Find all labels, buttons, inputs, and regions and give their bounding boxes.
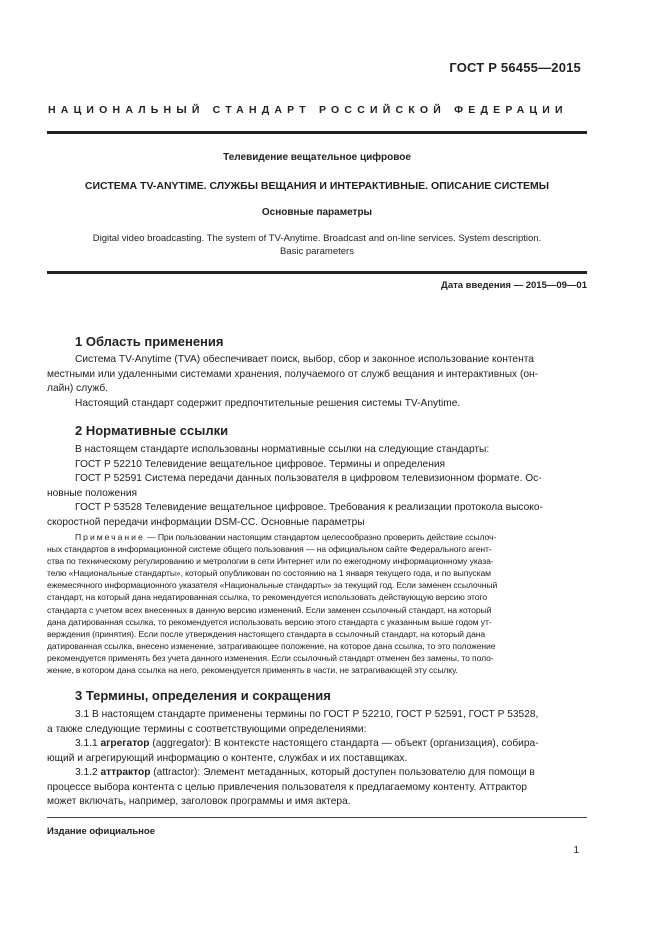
header-rule bbox=[47, 131, 587, 134]
term-3-1-1-line2: ющий и агрегирующий информацию о контенте, службах и их поставщиках. bbox=[47, 752, 408, 764]
title-main: СИСТЕМА TV-ANYTIME. СЛУЖБЫ ВЕЩАНИЯ И ИНТЕРАКТИВНЫЕ. ОПИСАНИЕ СИСТЕМЫ bbox=[84, 180, 550, 192]
note-line-5: ежемесячного информационного указателя «Национальные стандарты» за текущий год. Если заменен ссылочный bbox=[47, 580, 498, 591]
note-line-6: стандарт, на который дана недатированная ссылка, то рекомендуется использовать действующую версию этого bbox=[47, 592, 487, 603]
note-label: Примечание bbox=[75, 532, 145, 542]
national-standard-title: НАЦИОНАЛЬНЫЙ СТАНДАРТ РОССИЙСКОЙ ФЕДЕРАЦИИ bbox=[48, 104, 568, 116]
note-line-4: телю «Национальные стандарты», который опубликован по состоянию на 1 января текущего года, и по выпускам bbox=[47, 568, 491, 579]
note-line-12: жение, в котором дана ссылка на него, рекомендуется применять в части, не затрагивающей эту ссылку. bbox=[47, 665, 458, 676]
document-number: ГОСТ Р 56455—2015 bbox=[449, 60, 581, 75]
term-3-1-1-number: 3.1.1 bbox=[75, 738, 101, 749]
section-3-1-line2: а также следующие термины с соответствующими определениями: bbox=[47, 723, 367, 735]
section-2-note bbox=[47, 531, 580, 676]
section-2-heading: 2 Нормативные ссылки bbox=[75, 423, 229, 438]
note-line-11: рекомендуется применять без учета данного изменения. Если ссылочный стандарт отменен без замены, то поло- bbox=[47, 652, 494, 663]
note-line-1: — При пользовании настоящим стандартом целесообразно проверить действие ссылоч- bbox=[144, 532, 497, 542]
section-1-p1-line1: Система TV-Anytime (TVA) обеспечивает поиск, выбор, сбор и законное использование контента bbox=[75, 354, 534, 365]
section-3-body bbox=[47, 708, 580, 810]
reference-3-line2: скоростной передачи информации DSM-CC. Основные параметры bbox=[47, 516, 365, 528]
title-category: Телевидение вещательное цифровое bbox=[223, 152, 411, 163]
section-1-p2: Настоящий стандарт содержит предпочтительные решения системы TV-Anytime. bbox=[75, 397, 461, 409]
title-english-line2: Basic parameters bbox=[280, 246, 354, 257]
note-line-8: дана датированная ссылка, то рекомендуется использовать версию этого стандарта с указанным выше годом ут- bbox=[47, 616, 492, 627]
term-3-1-2-line3: может включать, например, заголовок программы и имя актера. bbox=[47, 796, 351, 807]
reference-2-line1: ГОСТ Р 52591 Система передачи данных пользователя в цифровом телевизионном формате. Ос- bbox=[75, 473, 542, 484]
section-3-heading: 3 Термины, определения и сокращения bbox=[75, 688, 331, 703]
note-line-7: стандарта с учетом всех внесенных в данную версию изменений. Если заменен ссылочный стандарт, на который bbox=[47, 604, 492, 615]
term-3-1-1-line1 bbox=[75, 737, 580, 752]
note-line-2: ных стандартов в информационной системе общего пользования — на официальном сайте Федерального агент- bbox=[47, 544, 492, 555]
note-line-10: датированная ссылка, внесено изменение, затрагивающее положение, на которое дана ссылка, то это положение bbox=[47, 640, 496, 651]
term-3-1-2-text: (attractor): Элемент метаданных, который доступен пользователю для помощи в bbox=[150, 767, 535, 778]
introduction-date: Дата введения — 2015—09—01 bbox=[441, 280, 587, 291]
section-1-body bbox=[47, 353, 580, 411]
section-1-p1-line2: местными или удаленными системами хранения, получаемого от служб вещания и интерактивных (он- bbox=[47, 368, 539, 380]
footer-rule bbox=[47, 817, 587, 818]
reference-1: ГОСТ Р 52210 Телевидение вещательное цифровое. Термины и определения bbox=[75, 458, 446, 470]
section-3-1-line1: 3.1 В настоящем стандарте применены термины по ГОСТ Р 52210, ГОСТ Р 52591, ГОСТ Р 53528, bbox=[75, 709, 539, 720]
reference-3-line1: ГОСТ Р 53528 Телевидение вещательное цифровое. Требования к реализации протокола высоко- bbox=[75, 502, 543, 513]
section-1-heading: 1 Область применения bbox=[75, 334, 224, 349]
section-1-p1-line3: лайн) служб. bbox=[47, 383, 108, 394]
note-line-9: верждения (принятия). Если после утверждения настоящего стандарта в ссылочный стандарт, на который дана bbox=[47, 628, 486, 639]
title-english bbox=[47, 232, 587, 258]
title-rule bbox=[47, 271, 587, 274]
page-number: 1 bbox=[573, 845, 579, 856]
edition-label: Издание официальное bbox=[47, 826, 155, 837]
title-english-line1: Digital video broadcasting. The system of TV-Anytime. Broadcast and on-line services. System description. bbox=[92, 233, 542, 244]
term-3-1-2-term: аттрактор bbox=[100, 767, 151, 778]
term-3-1-1-text: (aggregator): В контексте настоящего стандарта — объект (организация), собира- bbox=[149, 738, 539, 749]
title-subtitle: Основные параметры bbox=[261, 207, 373, 218]
reference-2-line2: новные положения bbox=[47, 487, 138, 499]
note-line-3: ства по техническому регулированию и метрологии в сети Интернет или по ежегодному информационному указа- bbox=[47, 556, 494, 567]
section-2-body bbox=[47, 443, 580, 530]
term-3-1-1-term: агрегатор bbox=[100, 738, 150, 749]
term-3-1-2-line1 bbox=[75, 766, 580, 781]
term-3-1-2-number: 3.1.2 bbox=[75, 767, 101, 778]
term-3-1-2-line2: процессе выбора контента с целью привлечения пользователя к предлагаемому контенту. Аттрактор bbox=[47, 781, 527, 793]
section-2-p1: В настоящем стандарте использованы нормативные ссылки на следующие стандарты: bbox=[75, 444, 490, 455]
